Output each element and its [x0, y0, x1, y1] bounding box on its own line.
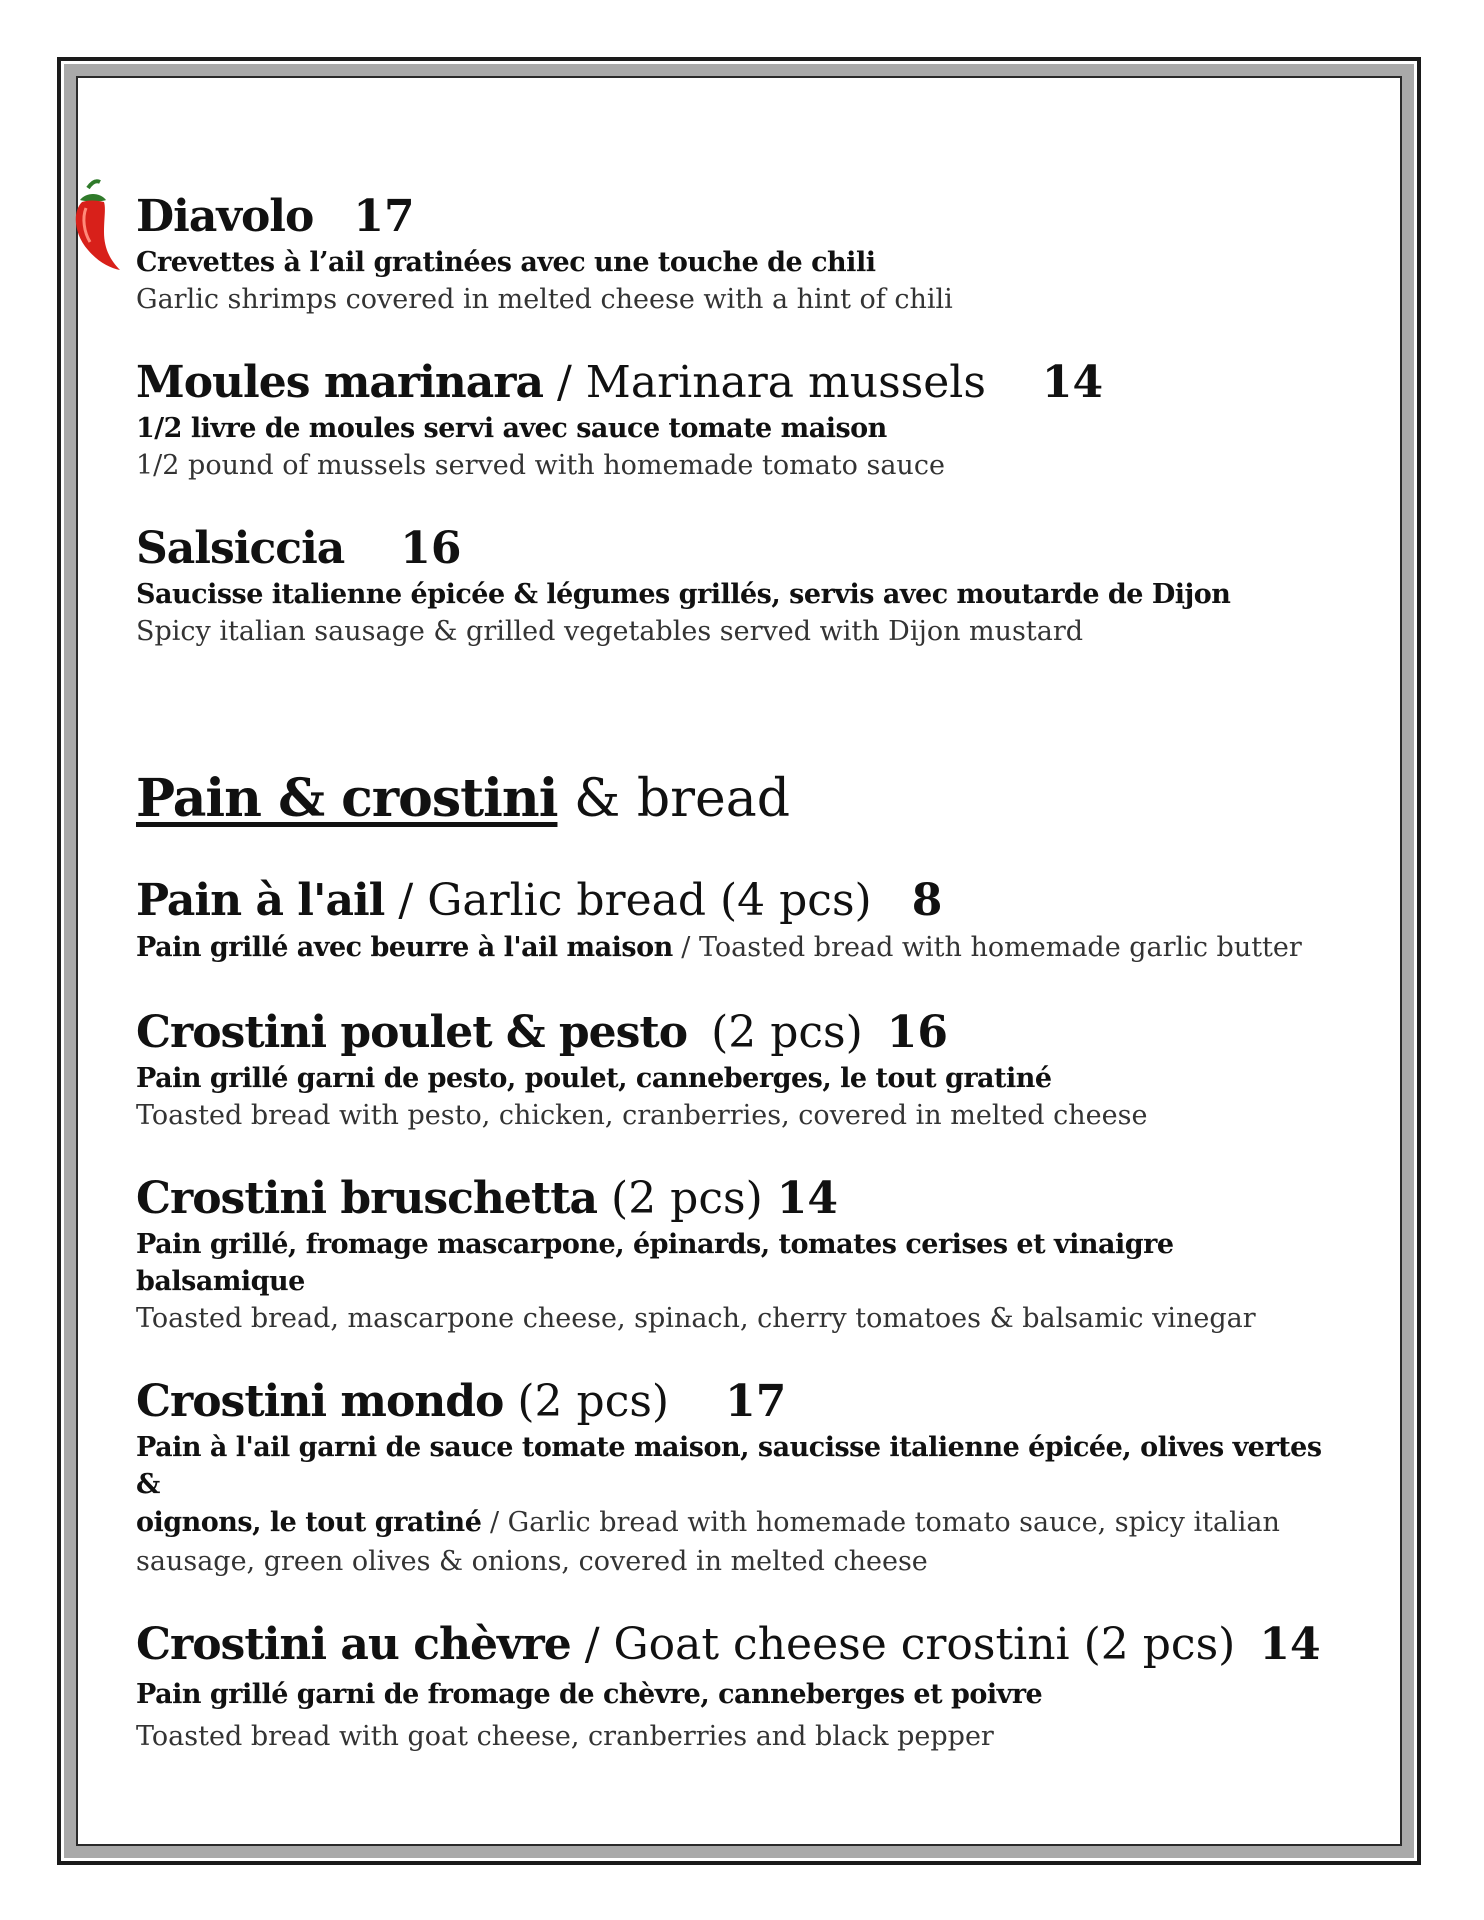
- item-description-fr: Pain grillé, fromage mascarpone, épinards, tomates cerises et vinaigre balsamique: [136, 1229, 1174, 1297]
- item-separator: /: [543, 357, 586, 408]
- item-description-en: Garlic shrimps covered in melted cheese with a hint of chili: [136, 284, 953, 315]
- item-title: [136, 190, 1336, 244]
- item-name-fr: Crostini poulet & pesto: [136, 1007, 688, 1058]
- menu-item-crostini-poulet-pesto: [136, 1006, 1336, 1134]
- item-title: [136, 874, 1336, 928]
- section-title: [136, 768, 1336, 830]
- item-title: [136, 522, 1336, 576]
- item-description-en: 1/2 pound of mussels served with homemade tomato sauce: [136, 450, 945, 481]
- item-name-en: Marinara mussels: [585, 357, 986, 408]
- menu-item-crostini-au-chevre: [136, 1618, 1336, 1755]
- item-description-fr: 1/2 livre de moules servi avec sauce tomate maison: [136, 413, 887, 444]
- item-title: [136, 1618, 1336, 1672]
- item-price: 8: [911, 875, 943, 926]
- item-name-fr: Pain à l'ail: [136, 875, 385, 926]
- item-name-fr: Crostini mondo: [136, 1376, 504, 1427]
- item-description-fr: Saucisse italienne épicée & légumes grillés, servis avec moutarde de Dijon: [136, 579, 1231, 610]
- section-title-fr: Pain & crostini: [136, 768, 558, 829]
- item-separator: /: [384, 875, 428, 926]
- item-price: 16: [886, 1007, 949, 1058]
- item-title: [136, 1375, 1336, 1429]
- menu-content: [136, 190, 1336, 1793]
- item-name-fr: Crostini bruschetta: [136, 1173, 598, 1224]
- menu-item-diavolo: [136, 190, 1336, 318]
- menu-item-crostini-mondo: [136, 1375, 1336, 1580]
- item-price: 14: [1041, 357, 1104, 408]
- item-price: 14: [776, 1173, 838, 1224]
- item-name-en: Garlic bread (4 pcs): [427, 875, 872, 926]
- item-price: 17: [353, 191, 415, 242]
- item-name-en: (2 pcs): [517, 1376, 670, 1427]
- item-price: 16: [400, 523, 462, 574]
- item-description-en: Toasted bread with pesto, chicken, cranberries, covered in melted cheese: [136, 1100, 1148, 1131]
- item-name-en: (2 pcs): [711, 1007, 863, 1058]
- item-description-fr-line2: oignons, le tout gratiné: [136, 1507, 482, 1538]
- item-description-fr: Pain grillé avec beurre à l'ail maison: [136, 932, 673, 963]
- item-description-en-line2: Garlic bread with homemade tomato sauce, spicy italian: [507, 1507, 1280, 1538]
- item-name-fr: Crostini au chèvre: [136, 1619, 571, 1670]
- item-title: [136, 1006, 1336, 1060]
- item-description-fr-line1: Pain à l'ail garni de sauce tomate maison, saucisse italienne épicée, olives vertes &: [136, 1432, 1322, 1500]
- menu-item-salsiccia: [136, 522, 1336, 650]
- item-name-fr: Moules marinara: [136, 357, 543, 408]
- menu-item-moules-marinara: [136, 356, 1336, 484]
- chili-pepper-icon: [66, 178, 126, 274]
- description-separator: /: [672, 932, 699, 963]
- item-name-en: Goat cheese crostini (2 pcs): [613, 1619, 1236, 1670]
- item-description-en: Toasted bread, mascarpone cheese, spinach, cherry tomatoes & balsamic vinegar: [136, 1303, 1256, 1334]
- item-name: Salsiccia: [136, 523, 345, 574]
- item-price: 17: [725, 1376, 787, 1427]
- section-title-en: & bread: [557, 769, 791, 829]
- item-name-en: (2 pcs): [611, 1173, 763, 1224]
- item-description-fr: Crevettes à l’ail gratinées avec une touche de chili: [136, 247, 876, 278]
- item-title: [136, 1172, 1336, 1226]
- menu-item-crostini-bruschetta: [136, 1172, 1336, 1337]
- item-name: Diavolo: [136, 191, 314, 242]
- item-description-en-line3: sausage, green olives & onions, covered in melted cheese: [136, 1546, 928, 1577]
- item-description-line2: [136, 1503, 1336, 1543]
- description-separator: /: [481, 1507, 508, 1538]
- item-price: 14: [1259, 1619, 1321, 1670]
- item-title: [136, 356, 1336, 410]
- item-description-en: Spicy italian sausage & grilled vegetables served with Dijon mustard: [136, 616, 1084, 647]
- item-separator: /: [570, 1619, 614, 1670]
- item-description-en: Toasted bread with goat cheese, cranberries and black pepper: [136, 1721, 994, 1752]
- menu-item-pain-a-lail: [136, 874, 1336, 968]
- item-description: [136, 928, 1336, 968]
- item-description-fr: Pain grillé garni de pesto, poulet, canneberges, le tout gratiné: [136, 1063, 1052, 1094]
- item-description-fr: Pain grillé garni de fromage de chèvre, canneberges et poivre: [136, 1679, 1043, 1710]
- item-description-en: Toasted bread with homemade garlic butter: [698, 932, 1302, 963]
